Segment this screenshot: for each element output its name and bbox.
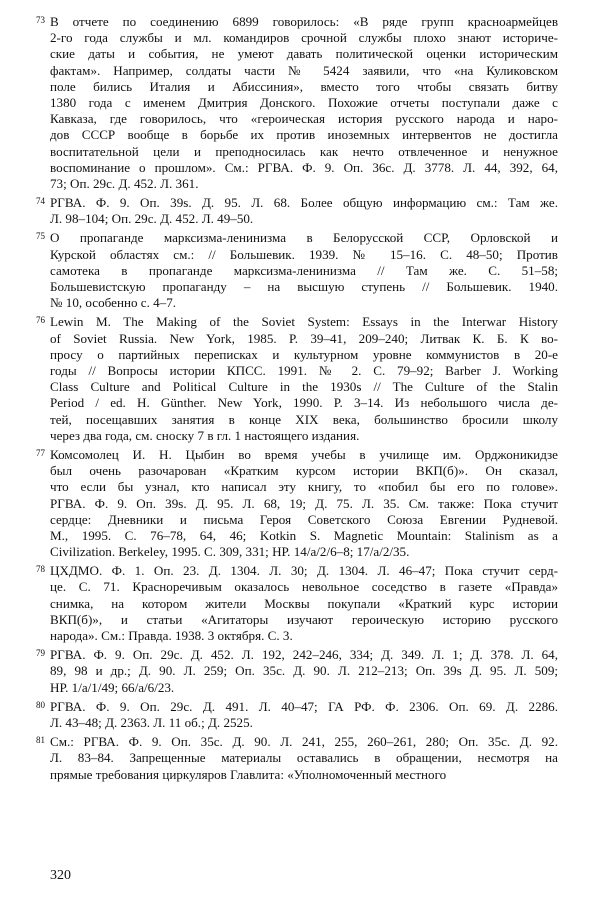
footnote-line: РГВА. Ф. 9. Оп. 39s. Д. 95. Л. 68, 19; Д. 75. Л. 35. См. также: Пока стучит [50, 495, 558, 511]
footnote-line: РГВА. Ф. 9. Оп. 29с. Д. 491. Л. 40–47; ГА РФ. Ф. 2306. Оп. 69. Д. 2286. [50, 698, 558, 714]
footnote-line: РГВА. Ф. 9. Оп. 29с. Д. 452. Л. 192, 242–246, 334; Д. 349. Л. 1; Д. 378. Л. 64, [50, 647, 558, 663]
footnote-number: 81 [36, 735, 45, 746]
footnote-line: Л. 43–48; Д. 2363. Л. 11 об.; Д. 2525. [50, 714, 253, 730]
footnote-line: 1380 года с именем Дмитрия Донского. Похожие отчеты поступали даже с [50, 94, 558, 110]
footnote-number: 75 [36, 231, 45, 242]
footnote-line: Л. 98–104; Оп. 29с. Д. 452. Л. 49–50. [50, 211, 254, 227]
footnote-line: См.: РГВА. Ф. 9. Оп. 35с. Д. 90. Л. 241, 255, 260–261, 280; Оп. 35с. Д. 92. [50, 734, 558, 750]
footnote-line: сердце: Дневники и письма Героя Советского Союза Евгении Рудневой. [50, 511, 558, 527]
footnote-line: Class Culture and Political Culture in the 1930s // The Culture of the Stalin [50, 379, 558, 395]
footnote-line: дов СССР вообще в борьбе их против иноземных интервентов не достигла [50, 127, 558, 143]
footnote-line: Большевистскую пропаганду – на высшую ступень // Большевик. 1940. [50, 279, 558, 295]
footnote-line: воспоминание о прошлом». См.: РГВА. Ф. 9. Оп. 36с. Д. 3778. Л. 44, 392, 64, [50, 159, 558, 175]
footnote-text [50, 699, 558, 731]
footnote-line: самотека в пропаганде марксизма-ленинизма // Там же. С. 51–58; [50, 262, 558, 278]
footnote-number: 80 [36, 699, 45, 710]
footnote-line: был очень разочарован «Кратким курсом истории ВКП(б)». Он сказал, [50, 463, 558, 479]
footnote-text [50, 314, 558, 444]
footnote-line: Л. 83–84. Запрещенные материалы оставались в обращении, несмотря на [50, 750, 558, 766]
footnote [36, 734, 558, 783]
footnote [36, 230, 558, 311]
footnote-line: тей, посещавших занятия в конце XIX века, большинство бросили школу [50, 411, 558, 427]
footnote-line: О пропаганде марксизма-ленинизма в Белорусской ССР, Орловской и [50, 230, 558, 246]
footnote-line: 89, 98 и др.; Д. 90. Л. 259; Оп. 35с. Д. 90. Л. 212–213; Оп. 39s Д. 95. Л. 509; [50, 663, 558, 679]
footnote-text [50, 14, 558, 192]
footnote-text [50, 195, 558, 227]
footnote [36, 195, 558, 227]
page-number: 320 [50, 868, 71, 883]
footnote-number: 74 [36, 196, 45, 207]
footnote-line: Lewin M. The Making of the Soviet System: Essays in the Interwar History [50, 314, 558, 330]
footnote-line: народа». См.: Правда. 1938. 3 октября. С. 3. [50, 628, 293, 644]
footnote-line: воспитательной цели и преподносилась как нечто отвлеченное и ненужное [50, 143, 558, 159]
footnote-text [50, 563, 558, 644]
footnote-line: В отчете по соединению 6899 говорилось: «В ряде групп красноармейцев [50, 14, 558, 29]
footnote-text [50, 734, 558, 783]
footnote-line: поле бились Италия и Абиссиния», вместо того чтобы связать битву [50, 78, 558, 94]
footnote-text [50, 230, 558, 311]
footnote-line: Комсомолец И. Н. Цыбин во время учебы в училище им. Орджоникидзе [50, 446, 558, 462]
footnote [36, 14, 558, 192]
footnote-line: что если бы узнал, кто написал эту книгу, то «побил бы его по голове». [50, 479, 558, 495]
footnote-number: 77 [36, 447, 45, 458]
footnote-line: Civilization. Berkeley, 1995. С. 309, 331; НР. 14/а/2/6–8; 17/а/2/35. [50, 544, 410, 560]
footnote-number: 79 [36, 648, 45, 659]
footnote-line: ские даты и события, не умеют давать политической оценки историческим [50, 46, 558, 62]
footnotes-list [36, 14, 558, 786]
footnote-number: 76 [36, 315, 45, 326]
footnote-line: Кавказа, где говорилось, что «героическая история русского народа и наро- [50, 111, 558, 127]
footnote-line: Курской областях см.: // Большевик. 1939. № 15–16. С. 48–50; Против [50, 246, 558, 262]
footnote-line: РГВА. Ф. 9. Оп. 39s. Д. 95. Л. 68. Более общую информацию см.: Там же. [50, 195, 558, 211]
footnote-line: № 10, особенно с. 4–7. [50, 295, 177, 311]
footnote-line: Period / ed. H. Günther. New York, 1990. P. 3–14. Из небольшого числа де- [50, 395, 558, 411]
footnote [36, 314, 558, 444]
footnote-text [50, 647, 558, 696]
footnote-line: М., 1995. С. 76–78, 64, 46; Kotkin S. Magnetic Mountain: Stalinism as a [50, 527, 558, 543]
footnote-line: просу о партийных переписках и культурном уровне коммунистов в 20-е [50, 346, 558, 362]
footnote-line: НР. 1/а/1/49; 66/а/6/23. [50, 679, 175, 695]
footnote-text [50, 447, 558, 560]
footnote-number: 78 [36, 564, 45, 575]
footnote-line: фактам». Например, солдаты части № 5424 заявили, что «на Куликовском [50, 62, 558, 78]
footnote-line: це. С. 71. Красноречивым оказалось невольное соседство в газете «Правда» [50, 579, 558, 595]
footnote [36, 446, 558, 560]
footnote-line: годы // Вопросы истории КПСС. 1991. № 2. С. 79–92; Barber J. Working [50, 362, 558, 378]
footnote [36, 563, 558, 644]
footnote-line: ВКП(б)», и статьи «Агитаторы изучают героическую историю русского [50, 611, 558, 627]
footnote-line: 2-го года службы и мл. командиров срочной службы плохо знают историче- [50, 30, 558, 46]
footnote [36, 698, 558, 731]
footnote-line: через два года, см. сноску 7 в гл. 1 настоящего издания. [50, 427, 360, 443]
footnote-line: 73; Оп. 29с. Д. 452. Л. 361. [50, 175, 199, 191]
footnote-line: прямые требования циркуляров Главлита: «Уполномоченный местного [50, 766, 447, 782]
footnote-number: 73 [36, 15, 45, 25]
footnote [36, 647, 558, 696]
footnote-line: ЦХДМО. Ф. 1. Оп. 23. Д. 1304. Л. 30; Д. 1304. Л. 46–47; Пока стучит серд- [50, 563, 558, 579]
footnote-line: снимка, на котором жители Москвы покупали «Краткий курс истории [50, 595, 558, 611]
footnote-line: of Soviet Russia. New York, 1985. P. 39–41, 209–240; Литвак К. Б. К во- [50, 330, 558, 346]
